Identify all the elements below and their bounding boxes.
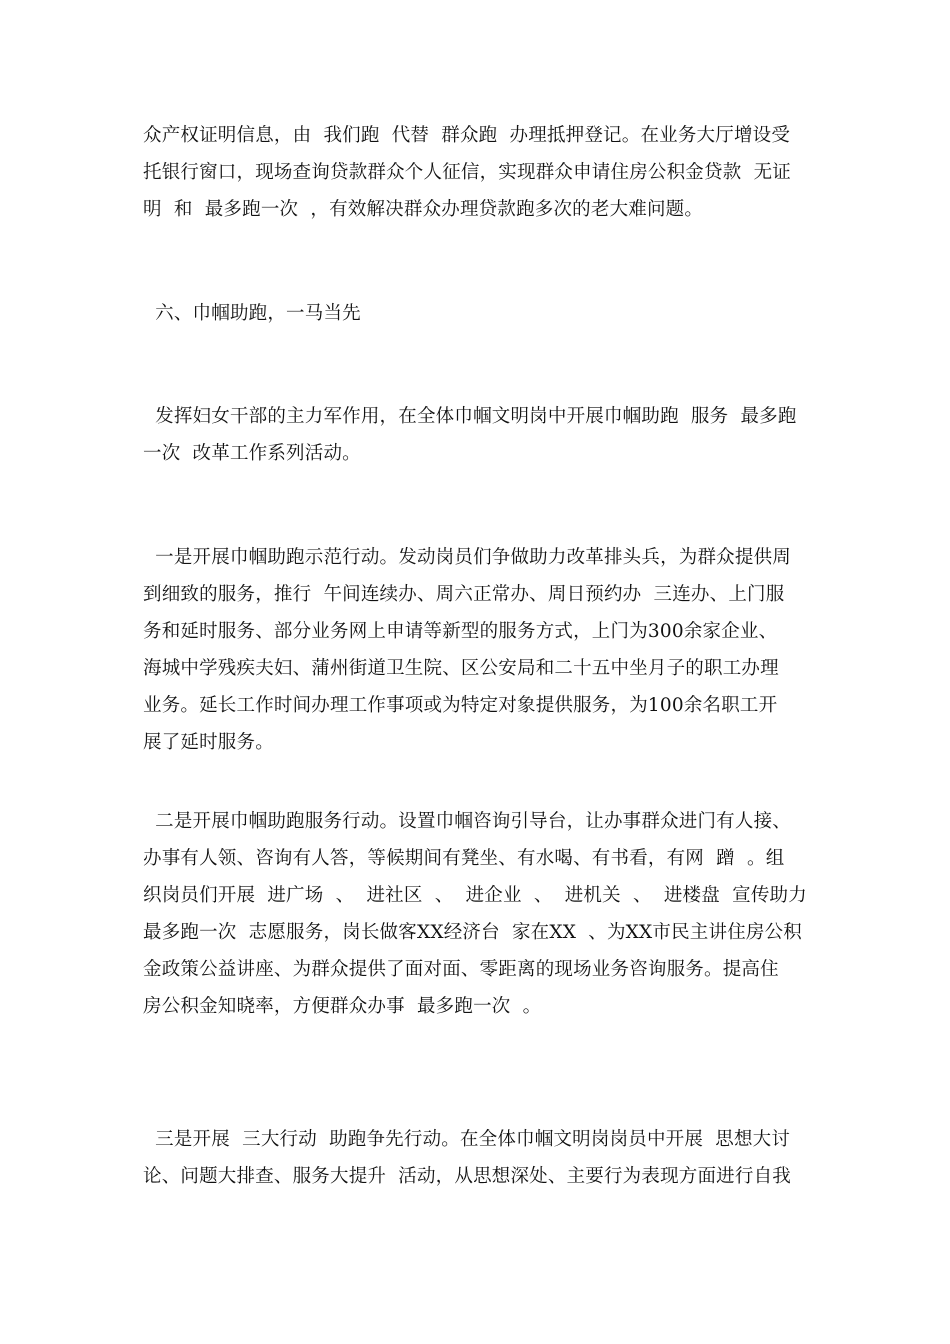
text-line: 房公积金知晓率，方便群众办事 最多跑一次 。: [143, 996, 542, 1017]
text-line: 一次 改革工作系列活动。: [143, 443, 361, 464]
text-line: 织岗员们开展 进广场 、 进社区 、 进企业 、 进机关 、 进楼盘 宣传助力: [143, 885, 807, 906]
text-line: 发挥妇女干部的主力军作用，在全体巾帼文明岗中开展巾帼助跑 服务 最多跑: [143, 406, 797, 427]
text-line: 业务。延长工作时间办理工作事项或为特定对象提供服务，为100余名职工开: [143, 695, 778, 716]
paragraph-intro: [143, 398, 813, 472]
text-line: 海城中学残疾夫妇、蒲州街道卫生院、区公安局和二十五中坐月子的职工办理: [143, 658, 779, 679]
text-line: 三是开展 三大行动 助跑争先行动。在全体巾帼文明岗岗员中开展 思想大讨: [143, 1129, 791, 1150]
text-line: 明 和 最多跑一次 ，有效解决群众办理贷款跑多次的老大难问题。: [143, 199, 704, 220]
text-line: 论、问题大排查、服务大提升 活动，从思想深处、主要行为表现方面进行自我: [143, 1166, 791, 1187]
text-line: 办事有人领、咨询有人答，等候期间有凳坐、有水喝、有书看，有网 蹭 。组: [143, 848, 785, 869]
text-line: 一是开展巾帼助跑示范行动。发动岗员们争做助力改革排头兵，为群众提供周: [143, 547, 791, 568]
text-line: 务和延时服务、部分业务网上申请等新型的服务方式，上门为300余家企业、: [143, 621, 778, 642]
text-line: 托银行窗口，现场查询贷款群众个人征信，实现群众申请住房公积金贷款 无证: [143, 162, 791, 183]
paragraph-item-2-service: [143, 803, 813, 1025]
section-heading-6: [143, 295, 813, 332]
paragraph-mortgage-registration: [143, 117, 813, 228]
text-line: 展了延时服务。: [143, 732, 274, 753]
text-line: 金政策公益讲座、为群众提供了面对面、零距离的现场业务咨询服务。提高住: [143, 959, 779, 980]
text-line: 二是开展巾帼助跑服务行动。设置巾帼咨询引导台，让办事群众进门有人接、: [143, 811, 791, 832]
section-heading-text: 六、巾帼助跑，一马当先: [143, 303, 361, 324]
text-line: 最多跑一次 志愿服务，岗长做客XX经济台 家在XX 、为XX市民主讲住房公积: [143, 922, 803, 943]
text-line: 到细致的服务，推行 午间连续办、周六正常办、周日预约办 三连办、上门服: [143, 584, 785, 605]
paragraph-item-3-three-actions: [143, 1121, 813, 1195]
text-line: 众产权证明信息，由 我们跑 代替 群众跑 办理抵押登记。在业务大厅增设受: [143, 125, 791, 146]
paragraph-item-1-demonstration: [143, 539, 813, 761]
